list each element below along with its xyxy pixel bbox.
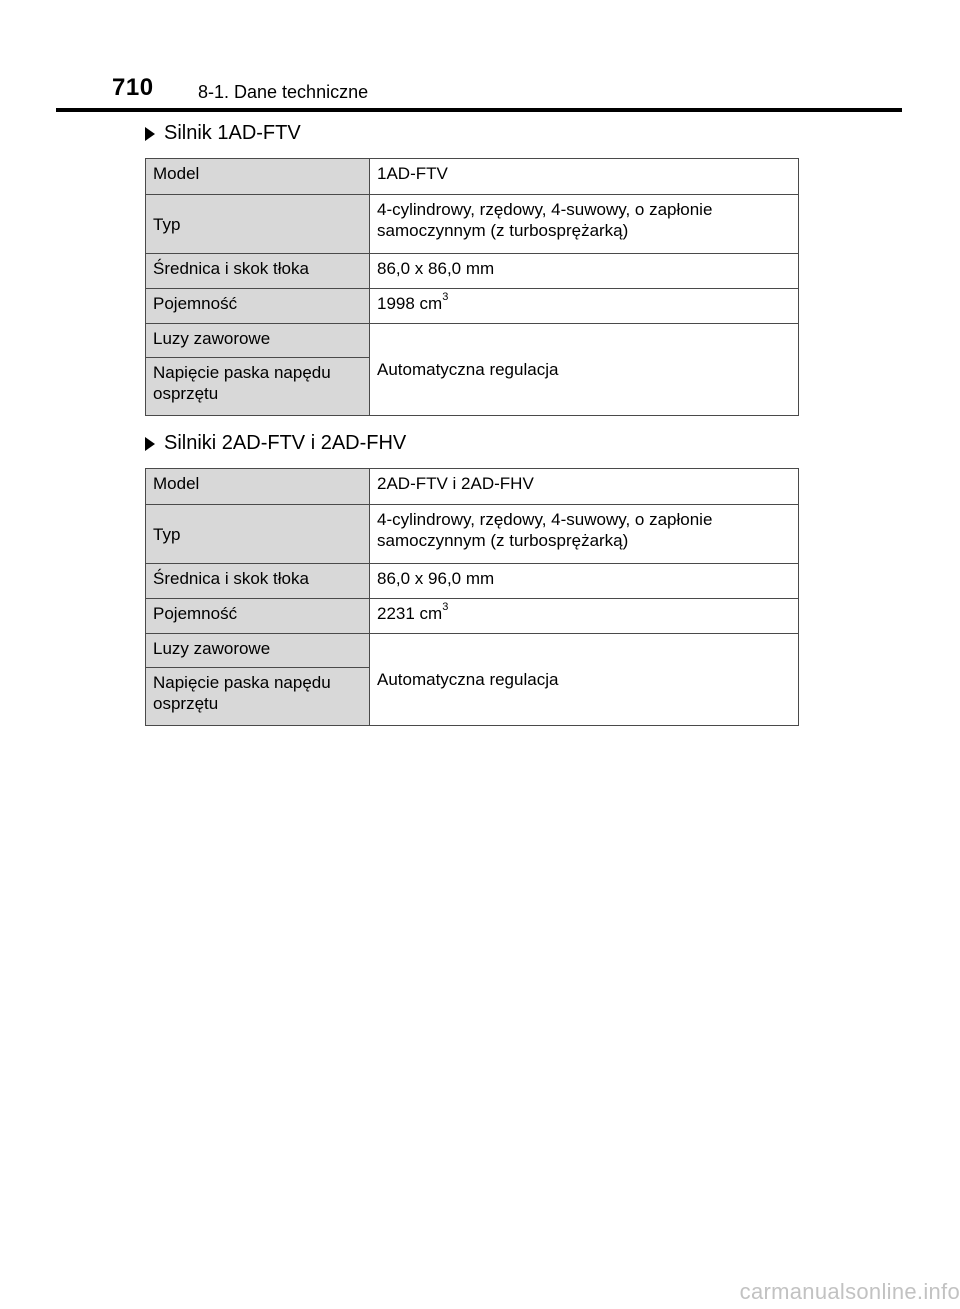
label-line: Napięcie paska napędu [153,673,331,692]
label-line: Napięcie paska napędu [153,363,331,382]
table-row [146,195,799,254]
watermark-text: carmanualsonline.info [739,1279,960,1304]
page-number: 710 [112,74,154,101]
triangle-bullet-icon [145,127,155,141]
row-value: 2AD-FTV i 2AD-FHV [370,469,799,505]
row-value: Automatyczna regulacja [370,324,799,416]
table-row [146,324,799,358]
header-divider [56,108,902,112]
row-label: Luzy zaworowe [146,324,370,358]
row-value [370,599,799,634]
row-label: Luzy zaworowe [146,634,370,668]
section-title: Silniki 2AD-FTV i 2AD-FHV [164,432,407,454]
value-line: samoczynnym (z turbosprężarką) [377,531,629,550]
value-text: 2231 cm [377,604,443,623]
row-value: 86,0 x 86,0 mm [370,254,799,289]
value-text: 1998 cm [377,294,443,313]
superscript: 3 [442,291,449,304]
row-label: Średnica i skok tłoka [146,254,370,289]
section-heading-2ad [145,432,406,455]
row-value [370,195,799,254]
page-header [0,0,960,112]
row-value: Automatyczna regulacja [370,634,799,726]
table-row [146,159,799,195]
row-label [146,668,370,726]
label-line: osprzętu [153,384,219,403]
row-label [146,358,370,416]
row-label: Pojemność [146,289,370,324]
row-label: Model [146,469,370,505]
section-heading-1ad [145,122,301,145]
table-row [146,289,799,324]
row-value: 86,0 x 96,0 mm [370,564,799,599]
row-label: Typ [146,505,370,564]
row-value: 1AD-FTV [370,159,799,195]
table-row [146,599,799,634]
value-line: 4-cylindrowy, rzędowy, 4-suwowy, o zapłonie [377,510,713,529]
value-line: 4-cylindrowy, rzędowy, 4-suwowy, o zapłonie [377,200,713,219]
table-row [146,469,799,505]
value-line: samoczynnym (z turbosprężarką) [377,221,629,240]
table-row [146,505,799,564]
table-row [146,634,799,668]
table-row [146,564,799,599]
row-value [370,505,799,564]
row-label: Model [146,159,370,195]
row-label: Pojemność [146,599,370,634]
label-line: osprzętu [153,694,219,713]
table-row [146,254,799,289]
superscript: 3 [442,601,449,614]
spec-table-1ad [145,158,799,416]
spec-table-2ad [145,468,799,726]
row-label: Typ [146,195,370,254]
triangle-bullet-icon [145,437,155,451]
chapter-title: 8-1. Dane techniczne [198,82,369,102]
section-title: Silnik 1AD-FTV [164,122,301,144]
row-label: Średnica i skok tłoka [146,564,370,599]
row-value [370,289,799,324]
